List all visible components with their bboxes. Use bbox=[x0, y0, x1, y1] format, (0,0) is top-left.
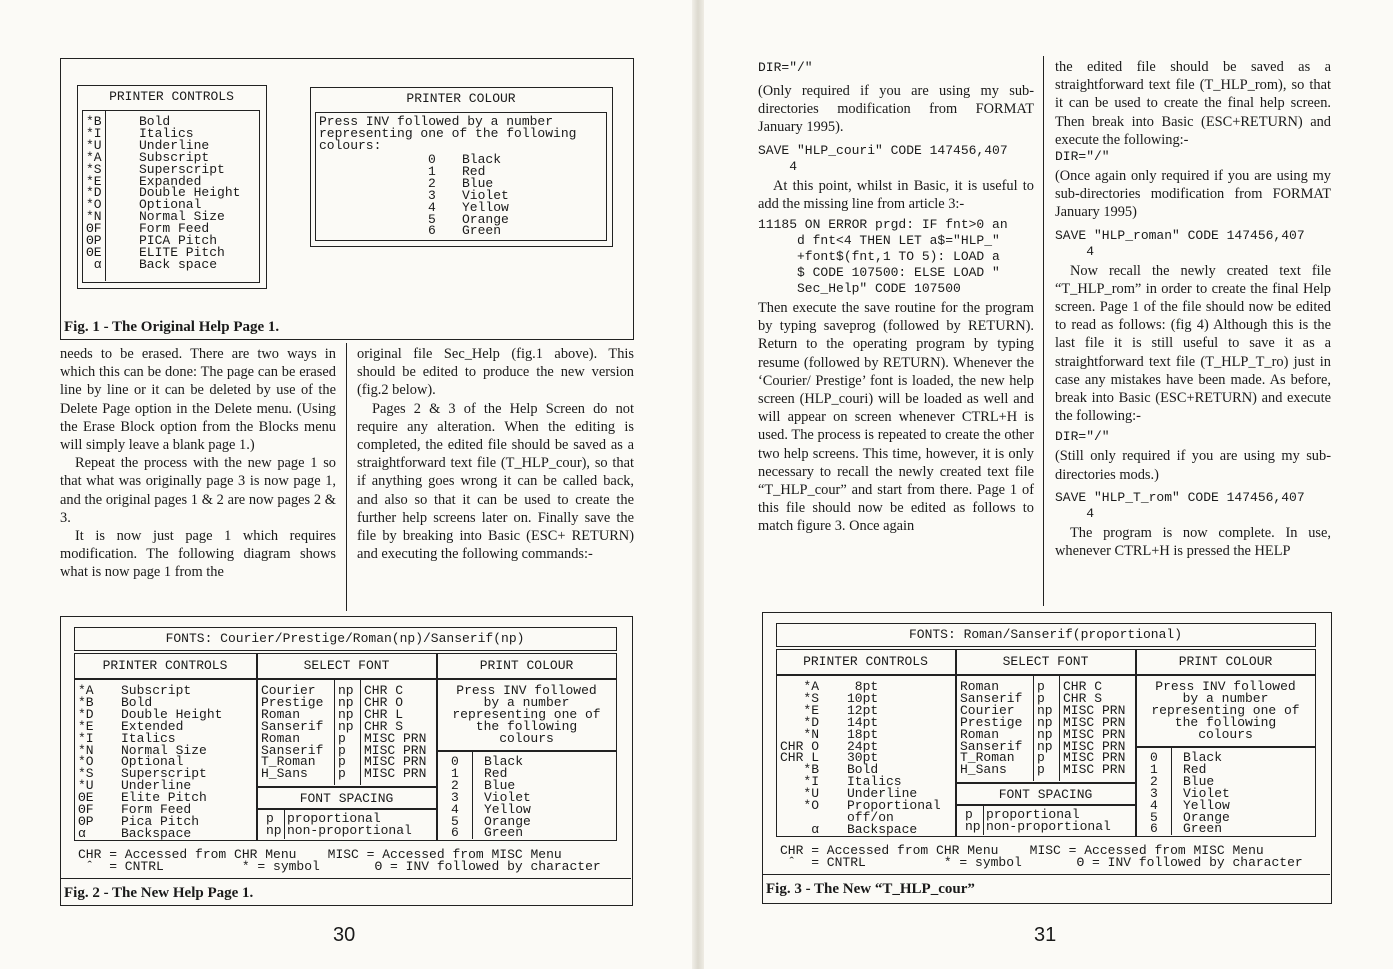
paragraph: (Still only required if you are using my sub-directories mods.) bbox=[1055, 448, 1331, 483]
dir-command: DIR="/" bbox=[758, 60, 813, 75]
save-command: SAVE "HLP_couri" CODE 147456,407 4 bbox=[758, 142, 1008, 174]
fig1-caption: Fig. 1 - The Original Help Page 1. bbox=[64, 319, 280, 335]
fig1-colour-text: Press INV followed by a number representing one of the following colours: bbox=[319, 114, 577, 153]
fig3-font-names: Roman Sanserif Courier Prestige Roman Sanserif T_Roman H_Sans bbox=[960, 679, 1023, 778]
fig2-pc-header bbox=[74, 653, 257, 679]
fig2-caption-rule bbox=[61, 878, 631, 879]
fig2-select-font-header bbox=[257, 653, 437, 679]
fig2-colour-text: Press INV followed by a number representing one of the following colours bbox=[452, 683, 601, 746]
fig3-fonts-title: FONTS: Roman/Sanserif(proportional) bbox=[908, 627, 1183, 642]
fig2-fonts-title: FONTS: Courier/Prestige/Roman(np)/Sanserif(np) bbox=[165, 631, 525, 646]
fig2-font-spacing-title: FONT SPACING bbox=[299, 791, 394, 806]
divider bbox=[1033, 676, 1034, 781]
paragraph: (Only required if you are using my sub-directories modification from FORMAT January 1995). bbox=[758, 83, 1034, 136]
fig3-pc-codes: *A *S *E *D *N CHR O CHR L *B *I *U *O α bbox=[780, 679, 820, 837]
page-number: 30 bbox=[333, 924, 356, 946]
fig3-colour-list bbox=[1136, 747, 1316, 837]
fig3-legend: CHR = Accessed from CHR Menu MISC = Accessed from MISC Menu ˆ = CNTRL * = symbol Θ = INV followed by character bbox=[780, 843, 1303, 870]
fig3-font-spacing-header bbox=[956, 783, 1136, 805]
fig3-pc-header bbox=[776, 649, 956, 675]
fig2-pc-names: Subscript Bold Double Height Extended Italics Normal Size Optional Superscript Underline Elite Pitch Form Feed Pica Pitch Backspace bbox=[121, 683, 223, 841]
fig3-frame bbox=[762, 612, 1332, 904]
column-rule bbox=[1043, 56, 1044, 606]
fig2-spacing-names: proportional non-proportional bbox=[287, 811, 412, 838]
fig2-font-list bbox=[257, 679, 437, 787]
divider bbox=[360, 680, 361, 785]
fig2-colour-names: Black Red Blue Violet Yellow Orange Green bbox=[484, 754, 531, 841]
fig1-divider bbox=[105, 111, 106, 281]
code-listing: 11185 ON ERROR prgd: IF fnt>0 an d fnt<4 THEN LET a$="HLP_" +font$(fnt,1 TO 5): LOAD a $ CODE 107500: ELSE LOAD " Sec_Help" CODE 107500 bbox=[758, 217, 1008, 297]
fig3-caption-rule bbox=[763, 874, 1330, 875]
page-number: 31 bbox=[1034, 924, 1057, 946]
fig3-pc-names: 8pt 10pt 12pt 14pt 18pt 24pt 30pt Bold Italics Underline Proportional off/on Backspace bbox=[847, 679, 941, 837]
fig2-caption: Fig. 2 - The New Help Page 1. bbox=[64, 885, 254, 901]
fig3-select-font-title: SELECT FONT bbox=[1002, 654, 1089, 669]
fig2-select-font-title: SELECT FONT bbox=[303, 658, 390, 673]
fig2-font-flags: np np np np p p p p bbox=[338, 683, 354, 782]
paragraph: Then execute the save routine for the program by typing saveprog (followed by RETURN). Return to the operating program by typing resume (followed by RETURN). Whenever the ‘Courier/ Prestige’ font is loaded, the new help screen (HLP_couri) will be loaded as well and will appear on screen whenever CTRL+H is used. The process is repeated to create the other two help screens. This time, however, it is only necessary to recall the newly created text file “T_HLP_cour” and start from there. Page 1 of this file should now be edited as follows to match figure 3. Once again bbox=[758, 300, 1034, 535]
paragraph: (Once again only required if you are using my sub-directories modification from FORMAT January 1995) bbox=[1055, 168, 1331, 221]
fig1-codes: *B *I *U *A *S *E *D *O *N ΘF ΘP ΘE α bbox=[86, 114, 102, 272]
dir-command: DIR="/" bbox=[1055, 149, 1110, 165]
fig2-spacing-flags: p np bbox=[266, 811, 282, 838]
fig3-pc-title: PRINTER CONTROLS bbox=[803, 654, 928, 669]
paragraph: Repeat the process with the new page 1 so that what was originally page 3 is now page 1, and the original pages 1 & 2 are now pages 2 & 3. bbox=[60, 455, 336, 526]
paragraph: It is now just page 1 which requires modification. The following diagram shows what is now page 1 from the bbox=[60, 528, 336, 581]
fig1-frame bbox=[60, 58, 634, 340]
save-command: SAVE "HLP_roman" CODE 147456,407 4 bbox=[1055, 227, 1305, 259]
fig3-colour-text: Press INV followed by a number representing one of the following colours bbox=[1151, 679, 1300, 742]
column-rule bbox=[346, 343, 347, 611]
divider bbox=[983, 806, 984, 835]
fig2-legend: CHR = Accessed from CHR Menu MISC = Accessed from MISC Menu ˆ = CNTRL * = symbol Θ = INV followed by character bbox=[78, 847, 601, 874]
fig2-pc-list bbox=[74, 679, 257, 841]
fig1-printer-colour-box bbox=[310, 87, 613, 247]
fig1-printer-controls-box bbox=[77, 85, 267, 289]
fig1-names: Bold Italics Underline Subscript Superscript Expanded Double Height Optional Normal Size Form Feed PICA Pitch ELITE Pitch Back space bbox=[139, 114, 241, 272]
fig3-pc-list bbox=[776, 675, 956, 837]
fig2-colour-header bbox=[437, 653, 617, 679]
fig3-colour-header bbox=[1136, 649, 1316, 675]
fig3-caption: Fig. 3 - The New “T_HLP_cour” bbox=[766, 881, 975, 897]
paragraph: The program is now complete. In use, whenever CTRL+H is pressed the HELP bbox=[1055, 524, 1331, 560]
dir-command: DIR="/" bbox=[1055, 429, 1110, 445]
paragraph: the edited file should be saved as a straightforward text file (T_HLP_rom), so that it can be used to create the final help screen. Then break into Basic (ESC+RETURN) and execute the following:- bbox=[1055, 59, 1331, 148]
save-command: SAVE "HLP_T_rom" CODE 147456,407 4 bbox=[1055, 489, 1305, 521]
right-text-column-1 bbox=[758, 60, 1034, 536]
right-text-column-2 bbox=[1055, 58, 1331, 560]
fig2-colour-title: PRINT COLOUR bbox=[479, 658, 574, 673]
fig3-spacing-flags: p np bbox=[965, 807, 981, 834]
fig1-colour-panel bbox=[315, 112, 607, 241]
fig2-font-cmds: CHR C CHR O CHR L CHR S MISC PRN MISC PRN MISC PRN MISC PRN bbox=[364, 683, 427, 782]
paragraph: original file Sec_Help (fig.1 above). This should be edited to produce the new version (fig.2 below). bbox=[357, 346, 634, 399]
paragraph: Now recall the newly created text file “T_HLP_rom” in order to create the final Help screen. Page 1 of the file should now be edited to read as follows: (fig 4) Although this is the last file it is still useful to save it as a straightforward text file (T_HLP_T_ro) just in case any mistakes have been made. As before, break into Basic (ESC+RETURN) and execute the following:- bbox=[1055, 262, 1331, 425]
paragraph: Pages 2 & 3 of the Help Screen do not require any alteration. When the editing is completed, the edited file should be saved as a straightforward text file (T_HLP_cour), so that if anything goes wrong it can be called back, and also so that it can be used to create the further help screens later on. Finally save the file by breaking into Basic (ESC+ RETURN) and executing the following commands:- bbox=[357, 400, 634, 563]
fig3-font-flags: p p np np np np p p bbox=[1037, 679, 1053, 778]
fig3-spacing-names: proportional non-proportional bbox=[986, 807, 1111, 834]
fig2-font-spacing-header bbox=[257, 787, 437, 809]
fig2-colour-text-box bbox=[437, 679, 617, 751]
book-spine bbox=[692, 0, 704, 969]
fig3-spacing-list bbox=[956, 805, 1136, 837]
right-page bbox=[697, 0, 1393, 969]
fig3-colour-numbers: 0 1 2 3 4 5 6 bbox=[1150, 750, 1158, 837]
fig2-fonts-title-box bbox=[74, 627, 617, 651]
fig3-font-cmds: CHR C CHR S MISC PRN MISC PRN MISC PRN MISC PRN MISC PRN MISC PRN bbox=[1063, 679, 1126, 778]
fig3-colour-names: Black Red Blue Violet Yellow Orange Green bbox=[1183, 750, 1230, 837]
fig3-font-list bbox=[956, 675, 1136, 783]
fig2-pc-codes: *A *B *D *E *I *N *O *S *U ΘE ΘF ΘP α bbox=[78, 683, 94, 841]
fig2-spacing-list bbox=[257, 809, 437, 841]
divider bbox=[472, 752, 473, 839]
divider bbox=[1171, 748, 1172, 835]
left-text-column-2 bbox=[357, 345, 634, 563]
fig1-printer-controls-list bbox=[82, 110, 260, 283]
fig1-printer-colour-title: PRINTER COLOUR bbox=[406, 91, 516, 106]
divider bbox=[334, 680, 335, 785]
paragraph: needs to be erased. There are two ways in which this can be done: The page can be erased line by line or it can be deleted by use of the Delete Page option in the Delete menu. (Using the Erase Block option from the Blocks menu will simply leave a blank page 1.) bbox=[60, 346, 336, 454]
fig2-font-names: Courier Prestige Roman Sanserif Roman Sanserif T_Roman H_Sans bbox=[261, 683, 324, 782]
fig3-colour-text-box bbox=[1136, 675, 1316, 747]
fig3-fonts-title-box bbox=[776, 623, 1316, 647]
divider bbox=[1059, 676, 1060, 781]
fig2-pc-title: PRINTER CONTROLS bbox=[102, 658, 228, 673]
fig2-colour-numbers: 0 1 2 3 4 5 6 bbox=[451, 754, 459, 841]
divider bbox=[284, 810, 285, 839]
fig3-select-font-header bbox=[956, 649, 1136, 675]
fig2-frame bbox=[60, 616, 633, 906]
fig2-colour-list bbox=[437, 751, 617, 841]
paragraph: At this point, whilst in Basic, it is useful to add the missing line from article 3:- bbox=[758, 177, 1034, 212]
fig1-printer-controls-title: PRINTER CONTROLS bbox=[109, 89, 234, 104]
left-text-column-1 bbox=[60, 345, 336, 582]
fig1-colour-names: Black Red Blue Violet Yellow Orange Green bbox=[462, 152, 509, 239]
fig3-colour-title: PRINT COLOUR bbox=[1178, 654, 1273, 669]
fig3-font-spacing-title: FONT SPACING bbox=[998, 787, 1093, 802]
fig1-colour-numbers: 0 1 2 3 4 5 6 bbox=[428, 152, 436, 239]
